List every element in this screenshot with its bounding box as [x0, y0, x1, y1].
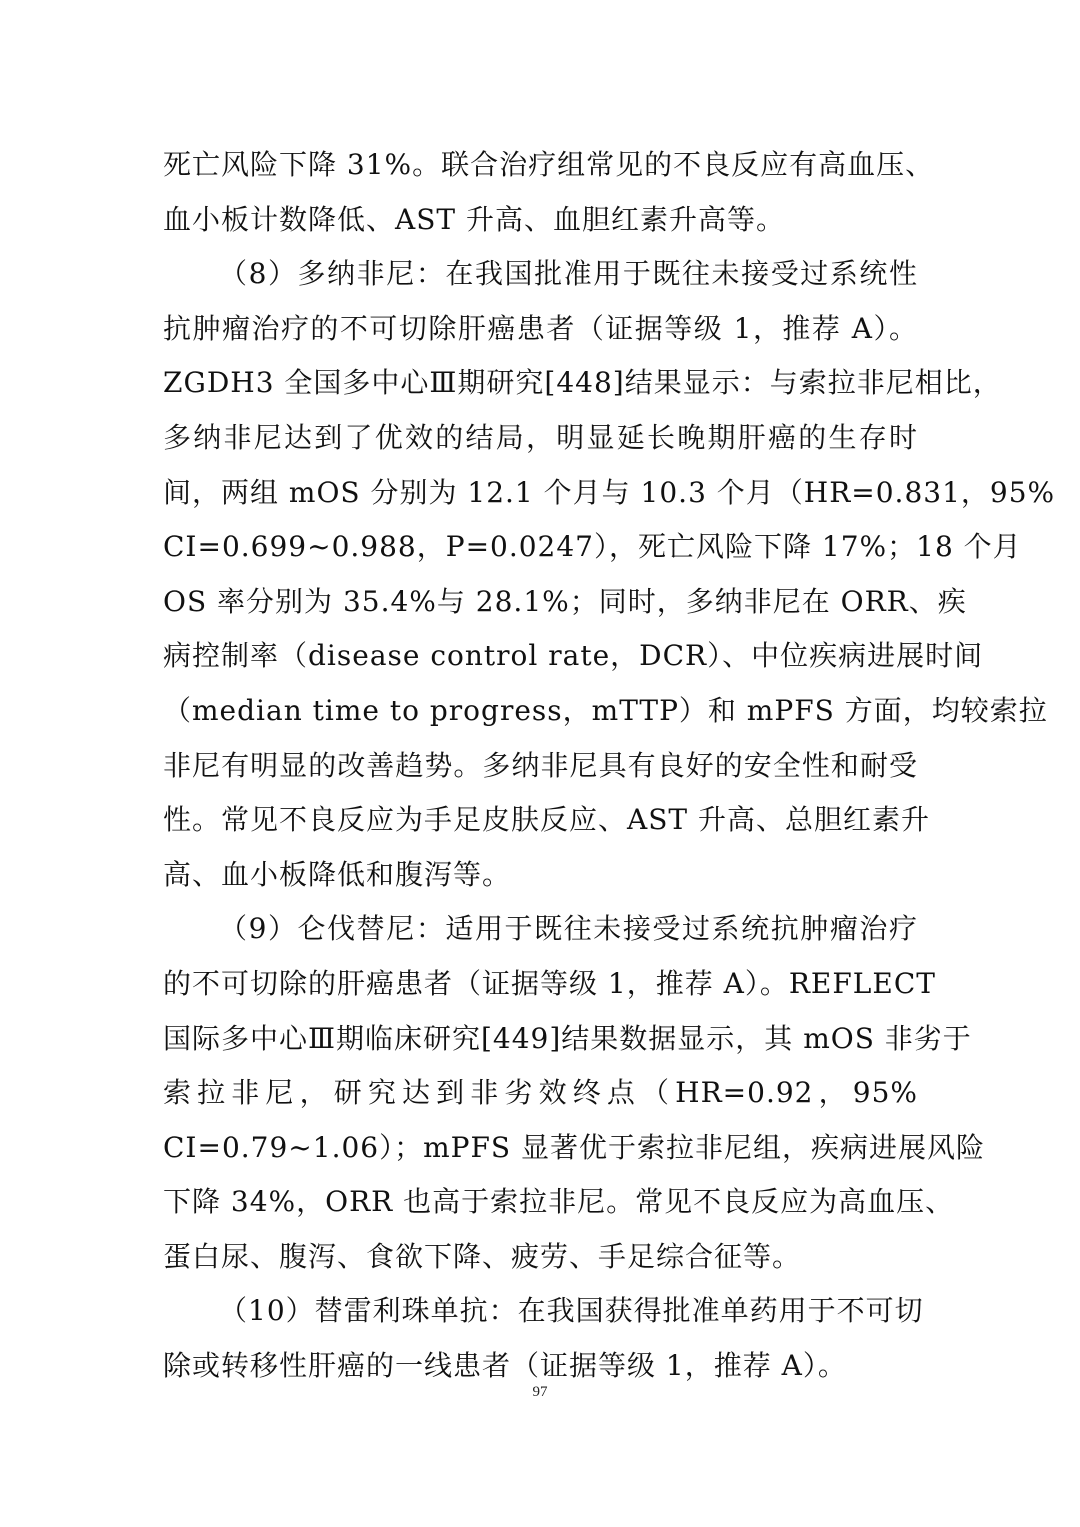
text-line: 死亡风险下降 31%。联合治疗组常见的不良反应有高血压、: [163, 148, 935, 181]
page-number: 97: [532, 1384, 548, 1400]
body-text: [163, 138, 1056, 1394]
text-line: 间，两组 mOS 分别为 12.1 个月与 10.3 个月（HR=0.831，95%: [163, 475, 1056, 509]
text-line: 索拉非尼，研究达到非劣效终点（HR=0.92，95%: [163, 1076, 918, 1110]
text-line: CI=0.79~1.06）；mPFS 显著优于索拉非尼组，疾病进展风险: [163, 1130, 985, 1164]
text-line: 抗肿瘤治疗的不可切除肝癌患者（证据等级 1，推荐 A）。: [163, 311, 918, 345]
text-line: 血小板计数降低、AST 升高、血胆红素升高等。: [163, 202, 785, 236]
text-line: 下降 34%，ORR 也高于索拉非尼。常见不良反应为高血压、: [163, 1185, 955, 1219]
paragraph-donafenib: [163, 247, 1056, 902]
text-line: （median time to progress，mTTP）和 mPFS 方面，均较索拉: [163, 693, 1048, 727]
text-line: 的不可切除的肝癌患者（证据等级 1，推荐 A）。REFLECT: [163, 966, 936, 1000]
text-line: 非尼有明显的改善趋势。多纳非尼具有良好的安全性和耐受: [163, 748, 918, 782]
paragraph-lenvatinib: [163, 902, 985, 1284]
text-line: 国际多中心Ⅲ期临床研究[449]结果数据显示，其 mOS 非劣于: [163, 1021, 972, 1055]
text-line: OS 率分别为 35.4%与 28.1%；同时，多纳非尼在 ORR、疾: [163, 584, 967, 618]
paragraph-tislelizumab: [163, 1284, 924, 1393]
text-line: CI=0.699~0.988，P=0.0247），死亡风险下降 17%；18 个月: [163, 530, 1022, 564]
paragraph-heading-line: （8）多纳非尼：在我国批准用于既往未接受过系统性: [219, 257, 918, 291]
paragraph-continuation: [163, 138, 935, 247]
text-line: 蛋白尿、腹泻、食欲下降、疲劳、手足综合征等。: [163, 1239, 802, 1273]
text-line: 多纳非尼达到了优效的结局，明显延长晚期肝癌的生存时: [163, 420, 918, 454]
text-line: 病控制率（disease control rate，DCR）、中位疾病进展时间: [163, 639, 984, 673]
text-line: 高、血小板降低和腹泻等。: [163, 857, 512, 891]
paragraph-heading-line: （10）替雷利珠单抗：在我国获得批准单药用于不可切: [219, 1294, 924, 1328]
text-line: 性。常见不良反应为手足皮肤反应、AST 升高、总胆红素升: [163, 803, 930, 837]
paragraph-heading-line: （9）仑伐替尼：适用于既往未接受过系统抗肿瘤治疗: [219, 912, 918, 946]
text-line: ZGDH3 全国多中心Ⅲ期研究[448]结果显示：与索拉非尼相比，: [163, 366, 1002, 400]
text-line: 除或转移性肝癌的一线患者（证据等级 1，推荐 A）。: [163, 1349, 847, 1383]
